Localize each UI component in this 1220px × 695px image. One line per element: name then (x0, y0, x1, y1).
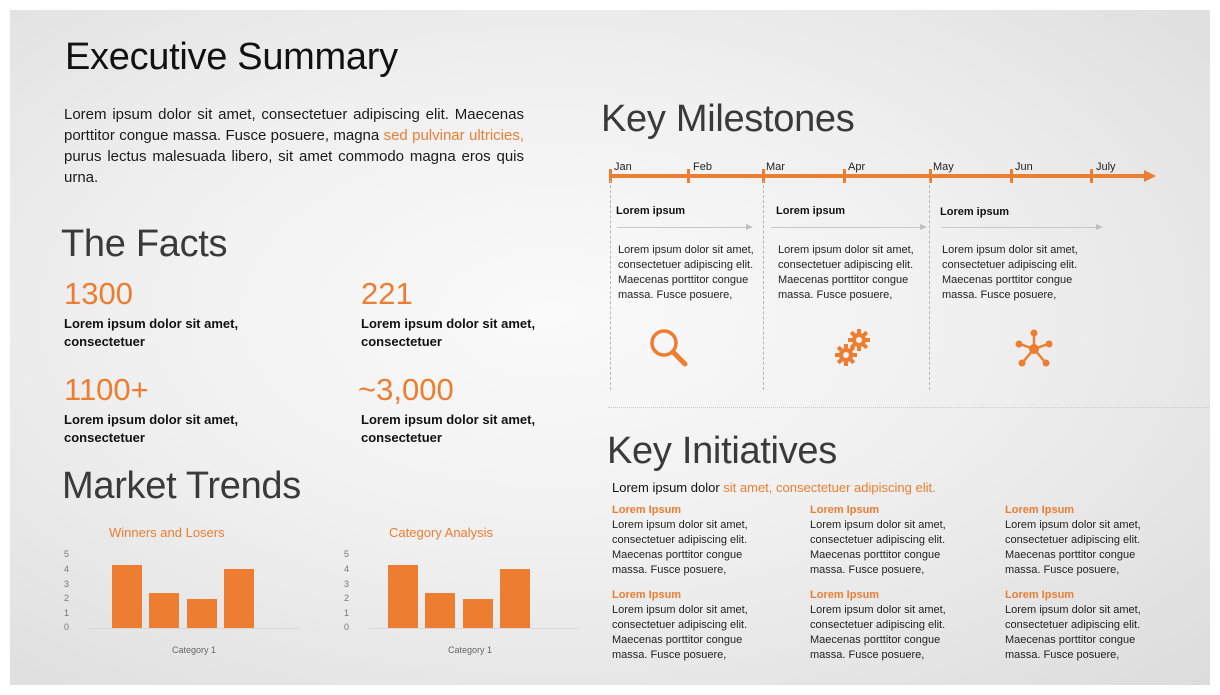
initiative-title: Lorem Ipsum (1005, 589, 1075, 601)
initiative-item (1005, 589, 1165, 663)
initiative-title: Lorem Ipsum (612, 504, 682, 516)
initiative-text: Lorem ipsum dolor sit amet, consectetuer adipiscing elit. Maecenas porttitor congue massa. Fusce posuere, (1005, 519, 1141, 576)
milestone-divider (610, 180, 611, 390)
month-label: Mar (766, 161, 785, 173)
chart-plot-area (112, 565, 262, 628)
month-label: Jan (614, 161, 632, 173)
milestone-text: Lorem ipsum dolor sit amet, consectetuer adipiscing elit. Maecenas porttitor congue massa. Fusce posuere, (942, 244, 1078, 301)
initiative-text: Lorem ipsum dolor sit amet, consectetuer adipiscing elit. Maecenas porttitor congue massa. Fusce posuere, (1005, 604, 1141, 661)
bar-series-3 (187, 599, 217, 628)
fact-item (64, 277, 274, 351)
y-tick: 5 (344, 549, 350, 559)
bar-series-2 (149, 593, 179, 628)
fact-item (358, 373, 571, 447)
x-axis (369, 628, 579, 629)
month-label: Feb (693, 161, 712, 173)
timeline-tick (843, 169, 846, 183)
y-tick: 4 (64, 564, 70, 574)
initiative-text: Lorem ipsum dolor sit amet, consectetuer adipiscing elit. Maecenas porttitor congue massa. Fusce posuere, (810, 519, 946, 576)
chart-category-analysis (344, 525, 594, 655)
fact-text: Lorem ipsum dolor sit amet, consectetuer (361, 412, 536, 445)
fact-item (64, 373, 274, 447)
y-tick: 3 (64, 579, 70, 589)
intro-text-2: purus lectus malesuada libero, sit amet commodo magna eros quis urna. (64, 148, 524, 186)
market-trends-heading: Market Trends (62, 465, 301, 507)
initiative-title: Lorem Ipsum (810, 589, 880, 601)
chart-winners-losers (64, 525, 314, 655)
initiative-item (810, 589, 970, 663)
fact-item (361, 277, 571, 351)
chart-title: Winners and Losers (109, 525, 225, 540)
initiatives-intro-text: Lorem ipsum dolor (612, 480, 724, 495)
bar-series-1 (388, 565, 418, 628)
bar-series-3 (463, 599, 493, 628)
month-label: Jun (1015, 161, 1033, 173)
milestone-arrow-icon (771, 227, 921, 228)
initiatives-intro-highlight: sit amet, consectetuer adipiscing elit. (723, 480, 936, 495)
initiative-text: Lorem ipsum dolor sit amet, consectetuer adipiscing elit. Maecenas porttitor congue massa. Fusce posuere, (612, 604, 748, 661)
intro-paragraph (64, 104, 524, 188)
page-title: Executive Summary (65, 36, 398, 78)
slide (10, 10, 1210, 685)
fact-text: Lorem ipsum dolor sit amet, consectetuer (64, 412, 239, 445)
fact-value: 1300 (64, 276, 133, 311)
y-tick: 5 (64, 549, 70, 559)
magnifier-icon (647, 326, 691, 370)
x-label: Category 1 (172, 645, 217, 655)
y-tick: 0 (64, 622, 70, 632)
timeline-tick (1090, 169, 1093, 183)
milestone-text: Lorem ipsum dolor sit amet, consectetuer adipiscing elit. Maecenas porttitor congue massa. Fusce posuere, (778, 244, 914, 301)
initiative-item (612, 589, 772, 663)
x-axis (89, 628, 299, 629)
y-tick: 1 (64, 608, 70, 618)
y-tick: 1 (344, 608, 350, 618)
y-tick: 4 (344, 564, 350, 574)
milestone-arrow-icon (617, 227, 747, 228)
initiatives-heading: Key Initiatives (607, 430, 837, 472)
intro-highlight: sed pulvinar ultricies, (383, 127, 524, 144)
initiative-title: Lorem Ipsum (810, 504, 880, 516)
milestone-divider (929, 180, 930, 390)
bar-series-4 (224, 569, 254, 628)
initiative-title: Lorem Ipsum (612, 589, 682, 601)
chart-title: Category Analysis (389, 525, 494, 540)
milestone-title: Lorem ipsum (940, 206, 1010, 218)
fact-value: 1100+ (64, 372, 149, 407)
y-tick: 0 (344, 622, 350, 632)
network-icon (1012, 327, 1056, 371)
gears-icon (832, 326, 876, 370)
initiative-text: Lorem ipsum dolor sit amet, consectetuer adipiscing elit. Maecenas porttitor congue massa. Fusce posuere, (612, 519, 748, 576)
milestone-title: Lorem ipsum (776, 205, 846, 217)
initiative-item (612, 504, 772, 578)
milestone-text: Lorem ipsum dolor sit amet, consectetuer adipiscing elit. Maecenas porttitor congue massa. Fusce posuere, (618, 244, 754, 301)
fact-text: Lorem ipsum dolor sit amet, consectetuer (64, 316, 239, 349)
bar-series-2 (425, 593, 455, 628)
fact-value: 221 (361, 276, 413, 311)
milestone-title: Lorem ipsum (616, 205, 686, 217)
y-tick: 3 (344, 579, 350, 589)
fact-text: Lorem ipsum dolor sit amet, consectetuer (361, 316, 536, 349)
timeline-tick (687, 169, 690, 183)
month-label: Apr (848, 161, 866, 173)
initiative-text: Lorem ipsum dolor sit amet, consectetuer adipiscing elit. Maecenas porttitor congue massa. Fusce posuere, (810, 604, 946, 661)
initiatives-intro (612, 480, 936, 495)
facts-heading: The Facts (61, 223, 228, 265)
intro-text-1: Lorem ipsum dolor sit amet, consectetuer adipiscing elit. Maecenas porttitor congue massa. Fusce posuere, magna (64, 106, 524, 144)
month-label: July (1096, 161, 1116, 173)
initiative-item (810, 504, 970, 578)
bar-series-1 (112, 565, 142, 628)
initiative-title: Lorem Ipsum (1005, 504, 1075, 516)
fact-value: ~3,000 (358, 372, 454, 407)
month-label: May (933, 161, 954, 173)
bar-series-4 (500, 569, 530, 628)
x-label: Category 1 (448, 645, 493, 655)
milestone-arrow-icon (942, 227, 1097, 228)
timeline-tick (1010, 169, 1013, 183)
milestones-heading: Key Milestones (601, 98, 855, 140)
y-tick: 2 (64, 593, 70, 603)
y-tick: 2 (344, 593, 350, 603)
section-divider (608, 407, 1210, 408)
initiative-item (1005, 504, 1165, 578)
chart-plot-area (388, 565, 538, 628)
timeline-arrow-icon (1144, 170, 1156, 182)
